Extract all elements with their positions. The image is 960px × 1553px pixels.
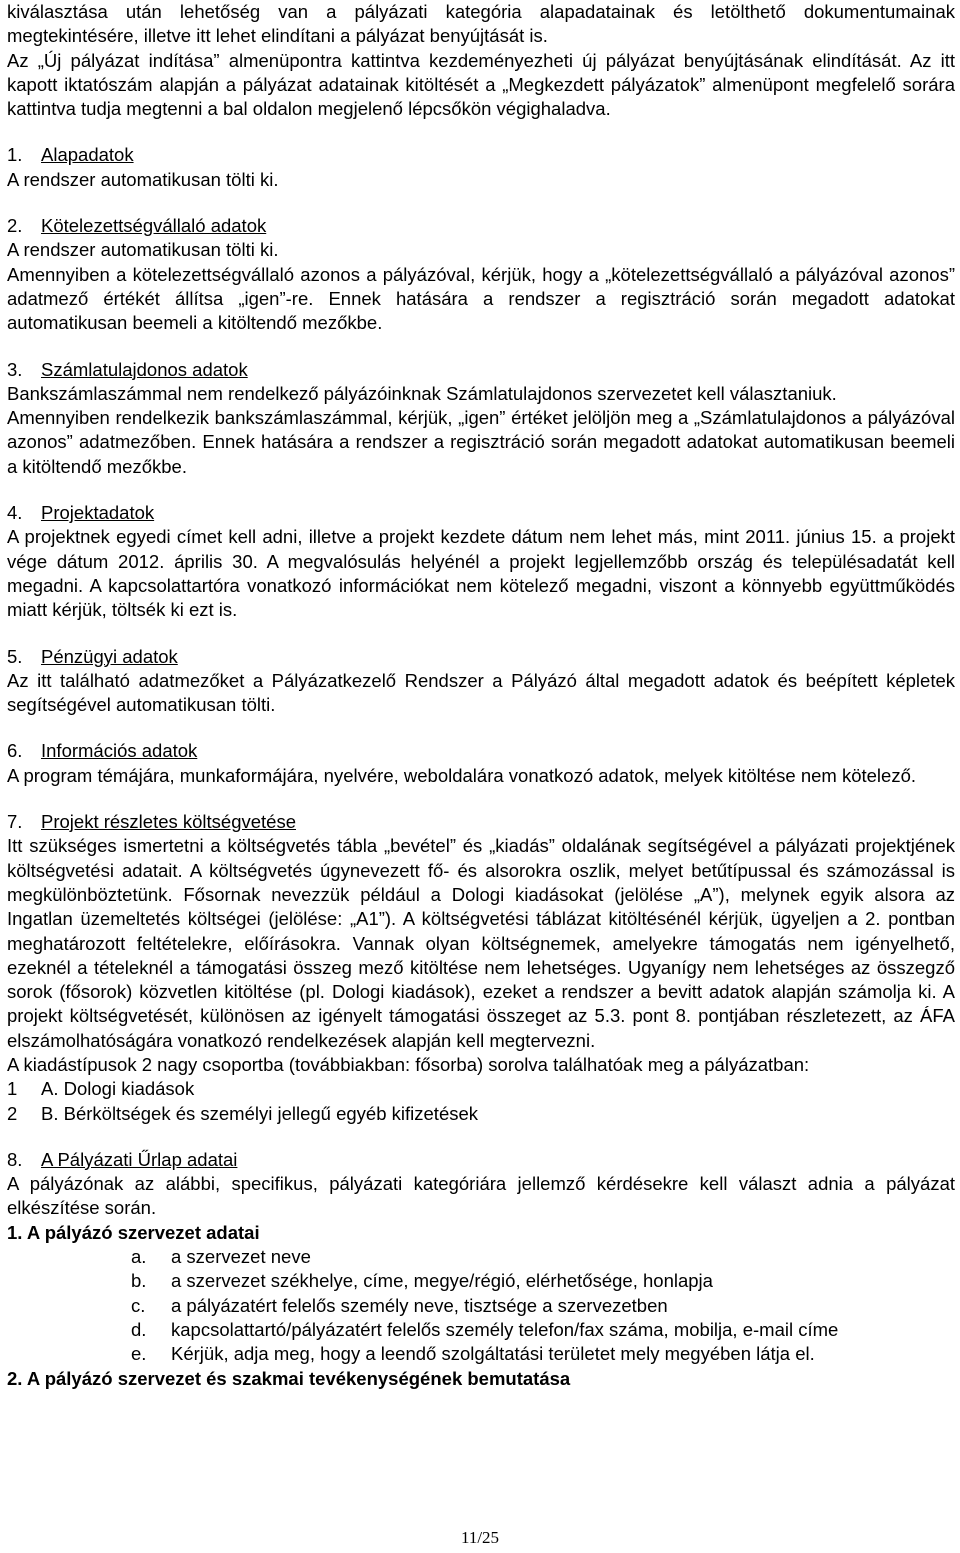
section-heading-alapadatok [7, 143, 955, 167]
section-text: A program témájára, munkaformájára, nyelvére, weboldalára vonatkozó adatok, melyek kitöltése nem kötelező. [7, 764, 917, 786]
section-text: Amennyiben rendelkezik bankszámlaszámmal, kérjük, „igen” értéket jelöljön meg a „Számlatulajdonos a pályázóval azonos” adatmezőben. Ennek hatására a rendszer a regisztráció során megadott adatokat automatikusan beemeli a kitöltendő mezőkbe. [7, 407, 955, 477]
section-heading-projektadatok [7, 501, 955, 525]
list-item [7, 1245, 955, 1269]
section-title: Alapadatok [41, 144, 134, 166]
list-item [7, 1294, 955, 1318]
intro-paragraph-2: Az „Új pályázat indítása” almenüpontra kattintva kezdeményezheti új pályázat benyújtásának elindítását. Az itt kapott iktatószám alapján a pályázat adatainak kitöltését a „Megkezdett pályázatok” almenüpont megfelelő sorára kattintva tudja megtenni a bal oldalon megjelenő lépcsőkön végighaladva. [7, 49, 955, 120]
section-title: Információs adatok [41, 740, 198, 762]
organization-data-list [7, 1245, 955, 1366]
page-number: 11/25 [460, 1528, 500, 1547]
intro-paragraph-1: kiválasztása után lehetőség van a pályázati kategória alapadatainak és letölthető dokumentumainak megtekintésére, illetve itt lehet elindítani a pályázat benyújtását is. [7, 1, 955, 47]
section-title: Kötelezettségvállaló adatok [41, 215, 267, 237]
list-letter: e. [131, 1343, 147, 1365]
section-number: 4. [7, 502, 23, 524]
list-text: kapcsolattartó/pályázatért felelős személy telefon/fax száma, mobilja, e-mail címe [171, 1318, 839, 1340]
list-letter: d. [131, 1318, 147, 1340]
section-text: Itt szükséges ismertetni a költségvetés tábla „bevétel” és „kiadás” oldalának segítségével a pályázati projektjének költségvetési adatait. A költségvetés úgynevezett fő- és alsorokra oszlik, melyet betűtípussal és számozással is megkülönböztetünk. Fősornak nevezzük például a Dologi kiadásokat (jelölése „A”), melynek egyik alsora az Ingatlan üzemeltetés költségei (jelölése: „A1”). A költségvetési táblázat kitöltésénél kérjük, ügyeljen a 2. pontban meghatározott feltételekre, előírásokra. Vannak olyan költségnemek, amelyekre támogatás nem igényelhető, ezeknél a tételeknél a támogatási összeg mező kitöltése nem lehetséges. Ugyanígy nem lehetséges az összegző sorok (fősorok) közvetlen kitöltése (pl. Dologi kiadások), ezeket a rendszer a bevitt adatok alapján számolja ki. A projekt költségvetését, különösen az igényelt támogatási összeget az 5.3. pont 8. pontjában részletezett, az ÁFA elszámolhatóságára vonatkozó rendelkezések alapján kell megtervezni. [7, 835, 955, 1051]
section-number: 1. [7, 144, 23, 166]
list-text: a szervezet neve [171, 1246, 311, 1268]
section-text: A rendszer automatikusan tölti ki. [7, 239, 279, 261]
list-letter: a. [131, 1246, 147, 1268]
section-title: Projektadatok [41, 502, 155, 524]
list-text: B. Bérköltségek és személyi jellegű egyéb kifizetések [41, 1102, 479, 1124]
list-text: a pályázatért felelős személy neve, tisztsége a szervezetben [171, 1294, 668, 1316]
section-title: Számlatulajdonos adatok [41, 358, 248, 380]
expense-type-list [7, 1077, 955, 1126]
list-letter: c. [131, 1294, 146, 1316]
section-text: A kiadástípusok 2 nagy csoportba (továbbiakban: fősorba) sorolva találhatóak meg a pályázatban: [7, 1053, 810, 1075]
list-item [7, 1077, 955, 1101]
list-item [7, 1269, 955, 1293]
list-item [7, 1342, 955, 1366]
section-number: 6. [7, 740, 23, 762]
section-number: 3. [7, 358, 23, 380]
section-title: Projekt részletes költségvetése [41, 811, 297, 833]
list-text: a szervezet székhelye, címe, megye/régió, elérhetősége, honlapja [171, 1270, 713, 1292]
list-item [7, 1102, 955, 1126]
section-text: A pályázónak az alábbi, specifikus, pályázati kategóriára jellemző kérdésekre kell választ adnia a pályázat elkészítése során. [7, 1173, 955, 1219]
section-heading-szamlatulajdonos [7, 358, 955, 382]
section-text: A projektnek egyedi címet kell adni, illetve a projekt kezdete dátum nem lehet más, mint 2011. június 15. a projekt vége dátum 2012. április 30. A megvalósulás helyénél a projekt legjellemzőbb ország és településadatát kell megadni. A kapcsolattartóra vonatkozó információkat nem kötelező megadni, viszont a könnyebb együttműködés miatt kérjük, töltsék ki ezt is. [7, 526, 955, 621]
section-text: Az itt található adatmezőket a Pályázatkezelő Rendszer a Pályázó által megadott adatok és beépített képletek segítségével automatikusan tölti. [7, 669, 955, 716]
list-number: 2 [7, 1102, 18, 1124]
section-heading-urlap [7, 1148, 955, 1172]
section-heading-penzugyi [7, 645, 955, 669]
list-letter: b. [131, 1270, 147, 1292]
list-number: 1 [7, 1078, 18, 1100]
section-heading-kotelezettsegvallalo [7, 214, 955, 238]
section-title: A Pályázati Űrlap adatai [41, 1148, 238, 1170]
list-item [7, 1318, 955, 1342]
list-text: Kérjük, adja meg, hogy a leendő szolgáltatási területet mely megyében látja el. [171, 1343, 815, 1365]
section-number: 5. [7, 645, 23, 667]
section-text: Amennyiben a kötelezettségvállaló azonos a pályázóval, kérjük, hogy a „kötelezettségvállaló a pályázóval azonos” adatmező értékét állítsa „igen”-re. Ennek hatására a rendszer a regisztráció során megadott adatokat automatikusan beemeli a kitöltendő mezőkbe. [7, 263, 955, 334]
section-number: 2. [7, 215, 23, 237]
section-text: Bankszámlaszámmal nem rendelkező pályázóinknak Számlatulajdonos szervezetet kell választaniuk. [7, 382, 837, 404]
section-heading-informacios [7, 739, 955, 763]
section-title: Pénzügyi adatok [41, 645, 178, 667]
section-number: 8. [7, 1148, 23, 1170]
section-text: A rendszer automatikusan tölti ki. [7, 168, 279, 190]
section-number: 7. [7, 811, 23, 833]
document-page [7, 0, 955, 1391]
subsection-title: 1. A pályázó szervezet adatai [7, 1221, 260, 1243]
section-heading-koltsegvetes [7, 810, 955, 834]
list-text: A. Dologi kiadások [41, 1078, 195, 1100]
subsection-title: 2. A pályázó szervezet és szakmai tevékenységének bemutatása [7, 1367, 571, 1389]
